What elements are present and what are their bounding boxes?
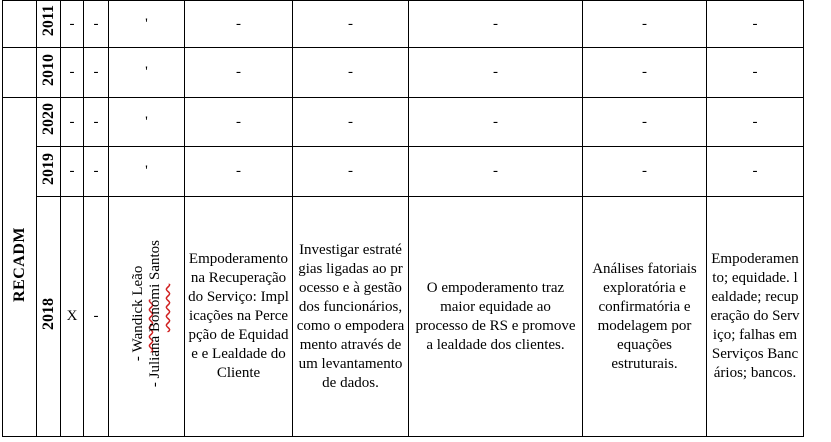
method-cell: Análises fatoriais exploratória e confirmatória e modelagem por equações estruturais. [583,197,707,437]
table-row [3,48,804,98]
method-cell: - [583,1,707,48]
authors-cell: ' [109,1,185,48]
authors-cell [109,197,185,437]
group-label-cell [3,98,37,437]
title-cell: - [185,147,293,197]
result-cell: O empoderamento traz maior equidade ao processo de RS e promove a lealdade dos clientes. [409,197,583,437]
authors-cell: ' [109,98,185,147]
objective-cell: - [293,48,409,98]
objective-cell: - [293,147,409,197]
result-cell: - [409,98,583,147]
author-line: - Wandick Leão [129,265,146,362]
table-row [3,147,804,197]
objective-cell: - [293,98,409,147]
group-cell-top [3,1,37,48]
author-line: - Juliana Bonomi Santos [146,239,163,388]
keywords-cell: - [707,147,804,197]
table-row [3,98,804,147]
keywords-cell: - [707,98,804,147]
authors-cell: ' [109,48,185,98]
cell: - [61,48,84,98]
title-cell: - [185,98,293,147]
year-cell: 2019 [37,147,61,197]
method-cell: - [583,48,707,98]
year-cell: 2011 [37,1,61,48]
year-cell: 2018 [37,197,61,437]
authors-text [130,240,164,387]
authors-cell: ' [109,147,185,197]
result-cell: - [409,1,583,48]
title-cell: Empoderamento na Recuperação do Serviço: Implicações na Percepção de Equidade e Lealdade do Cliente [185,197,293,437]
cell: - [84,48,109,98]
method-cell: - [583,147,707,197]
objective-cell: - [293,1,409,48]
cell: - [61,98,84,147]
cell: - [61,1,84,48]
table-row [3,1,804,48]
group-cell-top [3,48,37,98]
result-cell: - [409,48,583,98]
keywords-cell: - [707,48,804,98]
literature-table [2,0,804,437]
cell: - [61,147,84,197]
method-cell: - [583,98,707,147]
cell: - [84,1,109,48]
title-cell: - [185,48,293,98]
table-row [3,197,804,437]
cell: - [84,98,109,147]
cell: - [84,197,109,437]
result-cell: - [409,147,583,197]
keywords-cell: Empoderamento; equidade. lealdade; recuperação do Serviço; falhas em Serviços Bancários; bancos. [707,197,804,437]
year-cell: 2010 [37,48,61,98]
group-label: RECADM [11,226,28,302]
cell: X [61,197,84,437]
objective-cell: Investigar estratégias ligadas ao processo e à gestão dos funcionários, como o empoderamento através de um levantamento de dados. [293,197,409,437]
cell: - [84,147,109,197]
title-cell: - [185,1,293,48]
year-cell: 2020 [37,98,61,147]
keywords-cell: - [707,1,804,48]
